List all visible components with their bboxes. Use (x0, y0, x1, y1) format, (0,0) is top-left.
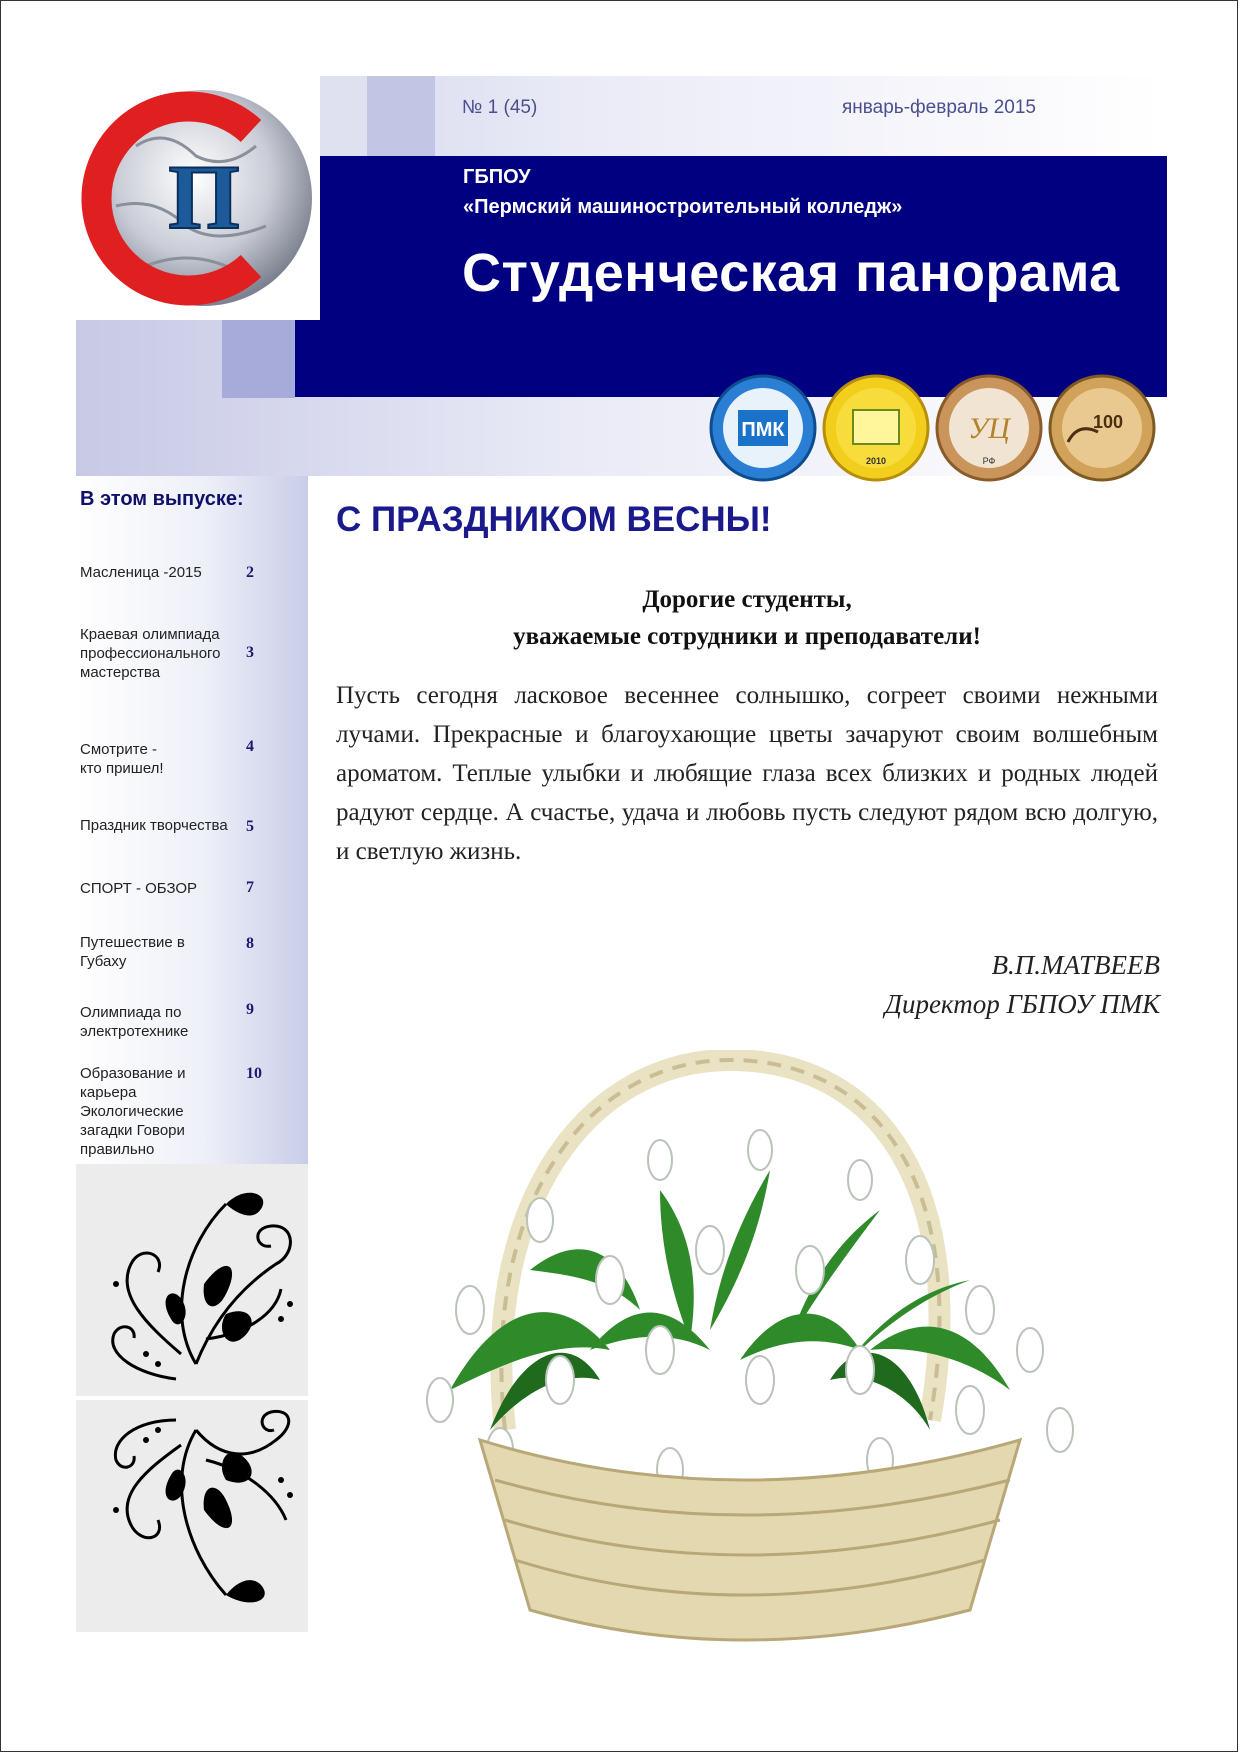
svg-text:П: П (168, 146, 240, 248)
svg-text:РФ: РФ (982, 456, 996, 466)
toc-item-label[interactable]: СПОРТ - ОБЗОР (80, 880, 198, 897)
toc-item-page: 9 (246, 1001, 254, 1018)
sidebar-heading: В этом выпуске: (80, 488, 244, 510)
toc-item-page: 3 (246, 644, 254, 661)
greeting-line: Дорогие студенты, (642, 586, 852, 613)
header-square (222, 318, 295, 398)
snowdrop-basket-image (410, 1050, 1110, 1650)
toc-item-label[interactable]: Масленица -2015 (80, 564, 202, 581)
svg-text:УЦ: УЦ (968, 412, 1010, 445)
best-colleges-medal-icon (824, 376, 928, 480)
floral-swirl-icon (76, 1400, 308, 1632)
toc-item-label[interactable]: Смотрите - кто пришел! (80, 741, 164, 777)
article-body: Пусть сегодня ласковое весеннее солнышко, согреет своими нежными лучами. Прекрасные и благоухающие цветы зачаруют своим волшебным ароматом. Теплые улыбки и любящие глаза всех близких и родных людей радуют сердце. А счастье, удача и любовь пусть следуют рядом всю долгую, и светлую жизнь. (336, 682, 1158, 865)
toc-item-page: 8 (246, 935, 254, 952)
svg-text:100: 100 (1092, 412, 1124, 432)
award-medals (708, 372, 1160, 484)
header-square (367, 76, 435, 156)
college-logo (76, 76, 320, 320)
org-abbreviation: ГБПОУ (463, 166, 531, 188)
floral-swirl-icon (76, 1164, 308, 1396)
org-name: «Пермский машиностроительный колледж» (463, 196, 903, 218)
toc-item-label[interactable]: Праздник творчества (80, 817, 228, 834)
toc-item-page: 7 (246, 879, 254, 896)
signature-title: Директор ГБПОУ ПМК (884, 989, 1160, 1019)
issue-date: январь-февраль 2015 (842, 97, 1036, 118)
training-center-medal-icon (937, 376, 1041, 480)
svg-text:ПМК: ПМК (741, 419, 785, 441)
toc-item-label[interactable]: Олимпиада по электротехнике (80, 1004, 189, 1040)
signature-name: В.П.МАТВЕЕВ (991, 950, 1160, 980)
newspaper-title: Студенческая панорама (462, 243, 1120, 303)
toc-item-label[interactable]: Образование и карьера Экологические загадки Говори правильно (80, 1065, 186, 1158)
ornament-panel (76, 1164, 308, 1396)
toc-item-page: 5 (246, 818, 254, 835)
issue-number: № 1 (45) (462, 97, 538, 118)
top-100-medal-icon (1050, 376, 1154, 480)
toc-item-page: 4 (246, 738, 254, 755)
ornament-panel (76, 1400, 308, 1632)
toc-item-page: 10 (246, 1065, 262, 1082)
pmk-medal-icon (711, 376, 815, 480)
article-headline: С ПРАЗДНИКОМ ВЕСНЫ! (336, 500, 772, 539)
greeting-line: уважаемые сотрудники и преподаватели! (513, 623, 981, 650)
toc-item-page: 2 (246, 564, 254, 581)
toc-item-label[interactable]: Путешествие в Губаху (80, 934, 185, 970)
toc-item-label[interactable]: Краевая олимпиада профессионального мастерства (80, 626, 221, 681)
svg-text:2010: 2010 (865, 456, 887, 466)
